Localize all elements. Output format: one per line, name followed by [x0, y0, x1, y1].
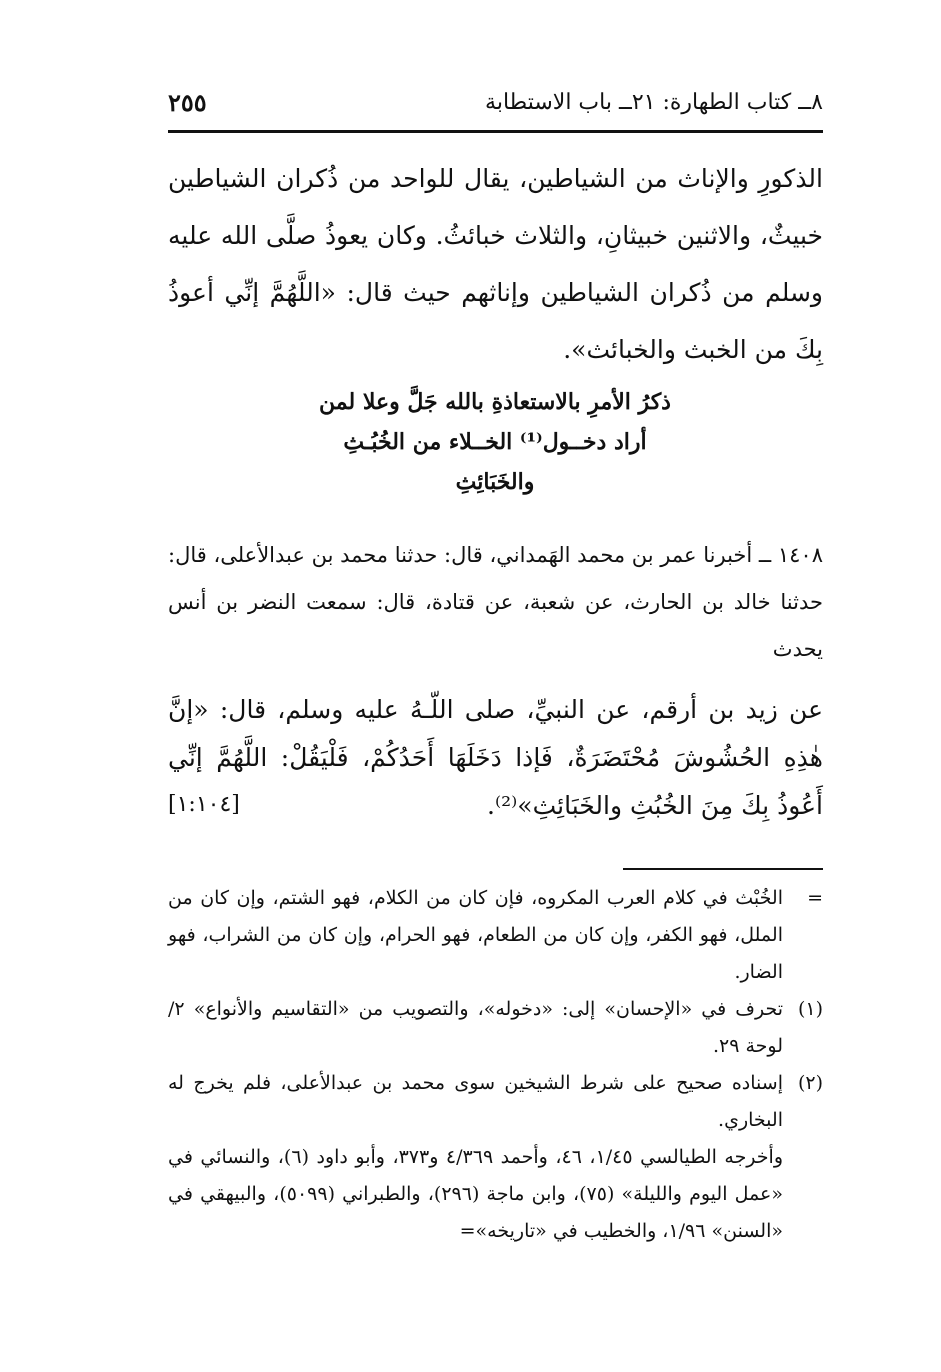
- main-text: [168, 150, 823, 378]
- page-header: [168, 86, 823, 126]
- footnote-mark: (٢): [797, 1072, 823, 1094]
- footnote-mark: (١): [797, 998, 823, 1020]
- footnote-continuation: وأخرجه الطيالسي ١/٤٥، ٤٦، وأحمد ٤/٣٦٩ و٣٧٣، وأبو داود (٦)، والنسائي في «عمل اليوم والليلة» (٧٥)، وابن ماجة (٢٩٦)، والطبراني (٥٠٩٩)، والبيهقي في «السنن» ١/٩٦، والخطيب في «تاريخه»=: [168, 1146, 783, 1242]
- hadith-paragraph: [168, 686, 823, 830]
- hadith-reference: [١:١٠٤]: [168, 792, 240, 817]
- footnotes: [168, 880, 823, 1250]
- heading-line-2: أراد دخــول⁽¹⁾ الخــلاء من الخُبُـثِ: [343, 429, 647, 455]
- isnad-text: ١٤٠٨ ــ أخبرنا عمر بن محمد الهَمداني، قال: حدثنا محمد بن عبدالأعلى، قال: حدثنا خالد بن الحارث، عن شعبة، عن قتادة، قال: سمعت النضر بن أنس يحدث: [168, 543, 823, 661]
- main-paragraph: الذكورِ والإناث من الشياطين، يقال للواحد من ذُكران الشياطين خبيثٌ، والاثنين خبيثانِ، والثلاث خبائثُ. وكان يعوذُ صلَّى الله عليه وسلم من ذُكران الشياطين وإناثهم حيث قال: «اللَّهُمَّ إنِّي أعوذُ بِكَ من الخبث والخبائث».: [168, 164, 823, 364]
- footnote: [168, 1065, 823, 1139]
- footnote-text: تحرف في «الإحسان» إلى: «دخوله»، والتصويب من «التقاسيم والأنواع» ٢/ لوحة ٢٩.: [168, 998, 783, 1057]
- footnote-text: إسناده صحيح على شرط الشيخين سوى محمد بن عبدالأعلى، فلم يخرج له البخاري.: [168, 1072, 783, 1131]
- footnote-text: الخُبْث في كلام العرب المكروه، فإن كان من الكلام، فهو الشتم، وإن كان من الملل، فهو الكفر، وإن كان من الطعام، فهو الحرام، وإن كان من الشراب، فهو الضار.: [168, 887, 783, 983]
- footnote-mark: =: [807, 887, 823, 909]
- footnote: [168, 991, 823, 1065]
- running-title: ٨ــ كتاب الطهارة: ٢١ــ باب الاستطابة: [485, 90, 823, 115]
- section-heading: [300, 382, 690, 502]
- footnote-rule: [623, 868, 823, 870]
- footnote: [168, 880, 823, 991]
- hadith-text: عن زيد بن أرقم، عن النبيِّ، صلى اللّـهُ عليه وسلم، قال: «إنَّ هٰذِهِ الحُشُوشَ مُحْتَضَرَةٌ، فَإذا دَخَلَهَا أَحَدُكُمْ، فَلْيَقُلْ: اللَّهُمَّ إنِّي أَعُوذُ بِكَ مِنَ الخُبُثِ والخَبَائِثِ»⁽²⁾.: [168, 695, 823, 820]
- page-number: ٢٥٥: [168, 88, 207, 117]
- header-rule: [168, 130, 823, 133]
- heading-line-3: والخَبَائِثِ: [455, 469, 535, 495]
- isnad-paragraph: [168, 532, 823, 673]
- heading-line-1: ذكرُ الأمرِ بالاستعاذةِ بالله جَلَّ وعلا لمن: [319, 389, 671, 415]
